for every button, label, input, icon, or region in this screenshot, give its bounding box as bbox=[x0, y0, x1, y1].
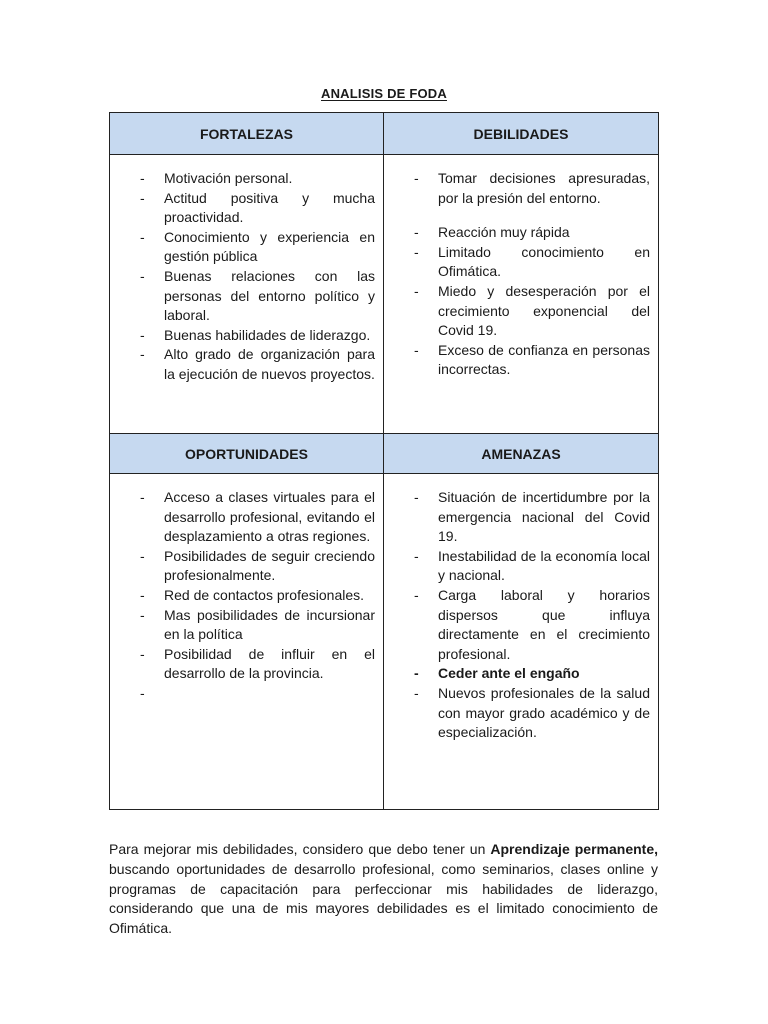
list-item bbox=[140, 684, 375, 703]
oportunidades-list bbox=[110, 474, 383, 703]
list-item: - Posibilidades de seguir creciendo profesionalmente. bbox=[140, 547, 375, 586]
paragraph-text-2: buscando oportunidades de desarrollo profesional, como seminarios, clases online y programas de capacitación para perfeccionar mis habilidades de liderazgo, considerando que una de mis mayores debilidades es el limitado conocimiento de Ofimática. bbox=[109, 860, 658, 937]
conclusion-paragraph bbox=[109, 840, 658, 939]
paragraph-text-1: Para mejorar mis debilidades, considero que debo tener un bbox=[109, 841, 491, 857]
list-item: - Alto grado de organización para la ejecución de nuevos proyectos. bbox=[140, 345, 375, 384]
cell-fortalezas bbox=[110, 155, 384, 434]
list-item: - Ceder ante el engaño bbox=[414, 664, 650, 684]
foda-table bbox=[109, 112, 659, 810]
list-item: - Buenas relaciones con las personas del entorno político y laboral. bbox=[140, 267, 375, 326]
list-item: - Nuevos profesionales de la salud con mayor grado académico y de especialización. bbox=[414, 684, 650, 743]
document-title: ANALISIS DE FODA bbox=[321, 86, 447, 101]
list-item: - Tomar decisiones apresuradas, por la presión del entorno. bbox=[414, 169, 650, 208]
amenazas-list bbox=[384, 474, 658, 743]
list-item: - Actitud positiva y mucha proactividad. bbox=[140, 189, 375, 228]
list-item: - Conocimiento y experiencia en gestión pública bbox=[140, 228, 375, 267]
list-item: - Exceso de confianza en personas incorrectas. bbox=[414, 341, 650, 380]
list-item: - Posibilidad de influir en el desarrollo de la provincia. bbox=[140, 645, 375, 684]
header-debilidades: DEBILIDADES bbox=[384, 113, 659, 155]
header-oportunidades: OPORTUNIDADES bbox=[110, 434, 384, 474]
list-item: - Miedo y desesperación por el crecimiento exponencial del Covid 19. bbox=[414, 282, 650, 341]
list-item: - Carga laboral y horarios dispersos que influya directamente en el crecimiento profesional. bbox=[414, 586, 650, 664]
cell-amenazas bbox=[384, 474, 659, 810]
fortalezas-list bbox=[110, 155, 383, 385]
list-item: - Situación de incertidumbre por la emergencia nacional del Covid 19. bbox=[414, 488, 650, 547]
list-item: - Inestabilidad de la economía local y nacional. bbox=[414, 547, 650, 586]
list-item: - Motivación personal. bbox=[140, 169, 375, 189]
list-item: - Buenas habilidades de liderazgo. bbox=[140, 326, 375, 346]
list-item: - Reacción muy rápida bbox=[414, 223, 650, 243]
cell-debilidades bbox=[384, 155, 659, 434]
list-item: - Limitado conocimiento en Ofimática. bbox=[414, 243, 650, 282]
header-amenazas: AMENAZAS bbox=[384, 434, 659, 474]
cell-oportunidades bbox=[110, 474, 384, 810]
debilidades-list bbox=[384, 155, 658, 380]
list-item: - Acceso a clases virtuales para el desarrollo profesional, evitando el desplazamiento a otras regiones. bbox=[140, 488, 375, 547]
header-fortalezas: FORTALEZAS bbox=[110, 113, 384, 155]
paragraph-bold: Aprendizaje permanente, bbox=[490, 841, 658, 857]
list-item: - Mas posibilidades de incursionar en la política bbox=[140, 606, 375, 645]
list-item: - Red de contactos profesionales. bbox=[140, 586, 375, 606]
